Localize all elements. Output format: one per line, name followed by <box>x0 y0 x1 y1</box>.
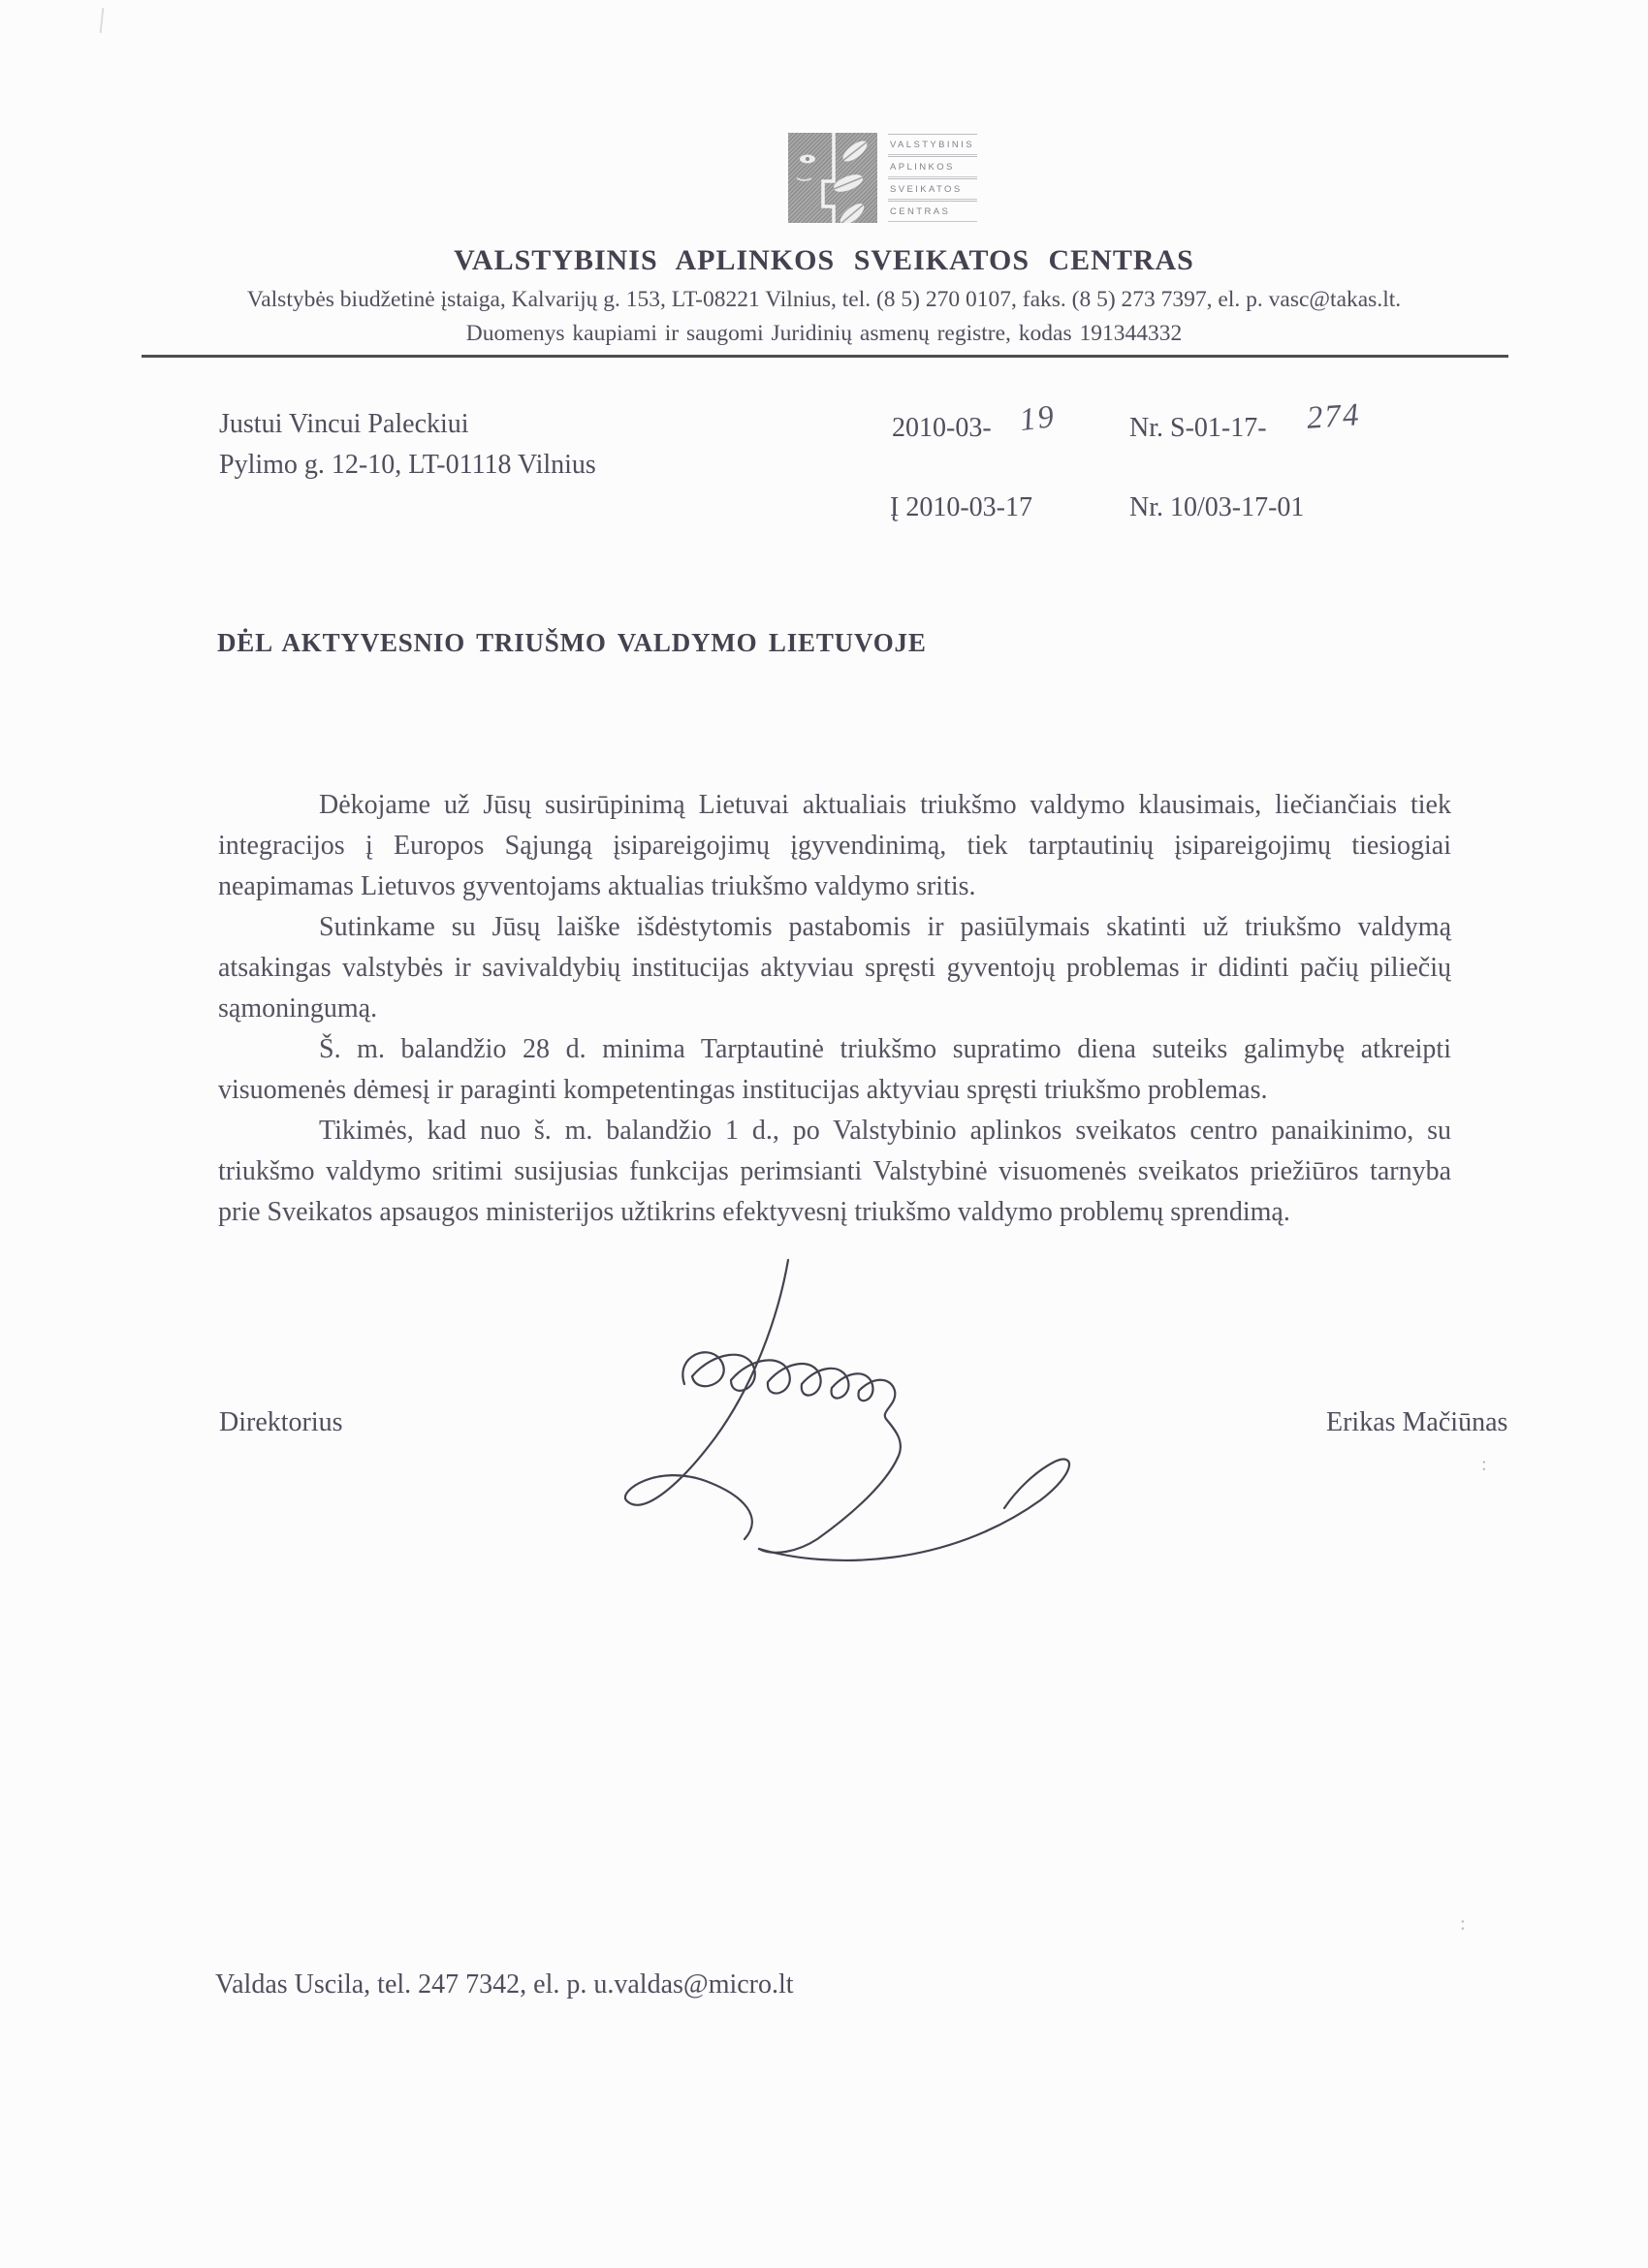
reply-number: Nr. 10/03-17-01 <box>1129 492 1305 522</box>
body-paragraph: Š. m. balandžio 28 d. minima Tarptautinė triukšmo supratimo diena suteiks galimybę atkreipti visuomenės dėmesį ir paraginti kompetentingas institucijas aktyviau spręsti triukšmo problemas. <box>218 1034 1451 1105</box>
signature-scribble <box>599 1258 1161 1583</box>
org-address: Valstybės biudžetinė įstaiga, Kalvarijų g. 153, LT-08221 Vilnius, tel. (8 5) 270 0107, faks. (8 5) 273 7397, el. p. vasc@takas.lt. <box>246 287 1402 312</box>
subject-line: DĖL AKTYVESNIO TRIUŠMO VALDYMO LIETUVOJE <box>217 628 927 657</box>
logo-wordmark-line: CENTRAS <box>888 201 977 222</box>
body-paragraph: Tikimės, kad nuo š. m. balandžio 1 d., po Valstybinio aplinkos sveikatos centro panaikinimo, su triukšmo valdymo sritimi susijusias funkcijas perimsianti Valstybinė visuomenės sveikatos priežiūros tarnyba prie Sveikatos apsaugos ministerijos užtikrins efektyvesnį triukšmo valdymo problemų sprendimą. <box>218 1116 1451 1227</box>
handwritten-date-day: 19 <box>1017 398 1058 439</box>
logo-profile-line <box>823 133 834 223</box>
logo-mouth-line <box>797 178 811 180</box>
body-paragraph: Dėkojame už Jūsų susirūpinimą Lietuvai aktualiais triukšmo valdymo klausimais, liečiančiais tiek integracijos į Europos Sąjungą įsipareigojimų įgyvendinimą, tiek tarptautinių įsipareigojimų tiesiogiai neapimamas Lietuvos gyventojams aktualias triukšmo valdymo sritis. <box>218 790 1451 901</box>
logo-emblem <box>788 133 877 223</box>
scan-artifact <box>100 8 105 33</box>
logo-leaf-icon <box>832 172 866 196</box>
org-title: VALSTYBINIS APLINKOS SVEIKATOS CENTRAS <box>454 244 1194 276</box>
logo-emblem-graphic <box>788 133 877 223</box>
footer-contact: Valdas Uscila, tel. 247 7342, el. p. u.valdas@micro.lt <box>215 1969 794 2000</box>
letter-number: Nr. S-01-17- <box>1129 413 1267 443</box>
signature-title: Direktorius <box>219 1407 343 1437</box>
scan-artifact: : <box>1481 1452 1487 1475</box>
recipient-name: Justui Vincui Paleckiui <box>219 409 469 439</box>
letter-body <box>218 785 1451 1233</box>
org-registry: Duomenys kaupiami ir saugomi Juridinių asmenų registre, kodas 191344332 <box>465 321 1183 346</box>
scan-artifact: : <box>1460 1911 1466 1935</box>
logo-leaf-icon <box>837 200 867 223</box>
body-paragraph: Sutinkame su Jūsų laiške išdėstytomis pastabomis ir pasiūlymais skatinti už triukšmo valdymą atsakingas valstybės ir savivaldybių institucijas aktyviau spręsti gyventojų problemas ir didinti pačių piliečių sąmoningumą. <box>218 912 1451 1024</box>
logo-leaf-icon <box>840 138 871 166</box>
logo-wordmark <box>888 134 977 223</box>
logo-wordmark-line: VALSTYBINIS <box>888 134 977 155</box>
logo-wordmark-line: APLINKOS <box>888 156 977 177</box>
handwritten-doc-number: 274 <box>1305 397 1362 436</box>
recipient-address: Pylimo g. 12-10, LT-01118 Vilnius <box>219 450 596 480</box>
reply-date: Į 2010-03-17 <box>890 492 1032 522</box>
header-rule <box>142 355 1508 358</box>
letter-date: 2010-03- <box>892 413 992 443</box>
logo-wordmark-line: SVEIKATOS <box>888 178 977 200</box>
signatory-name: Erikas Mačiūnas <box>1326 1407 1508 1437</box>
